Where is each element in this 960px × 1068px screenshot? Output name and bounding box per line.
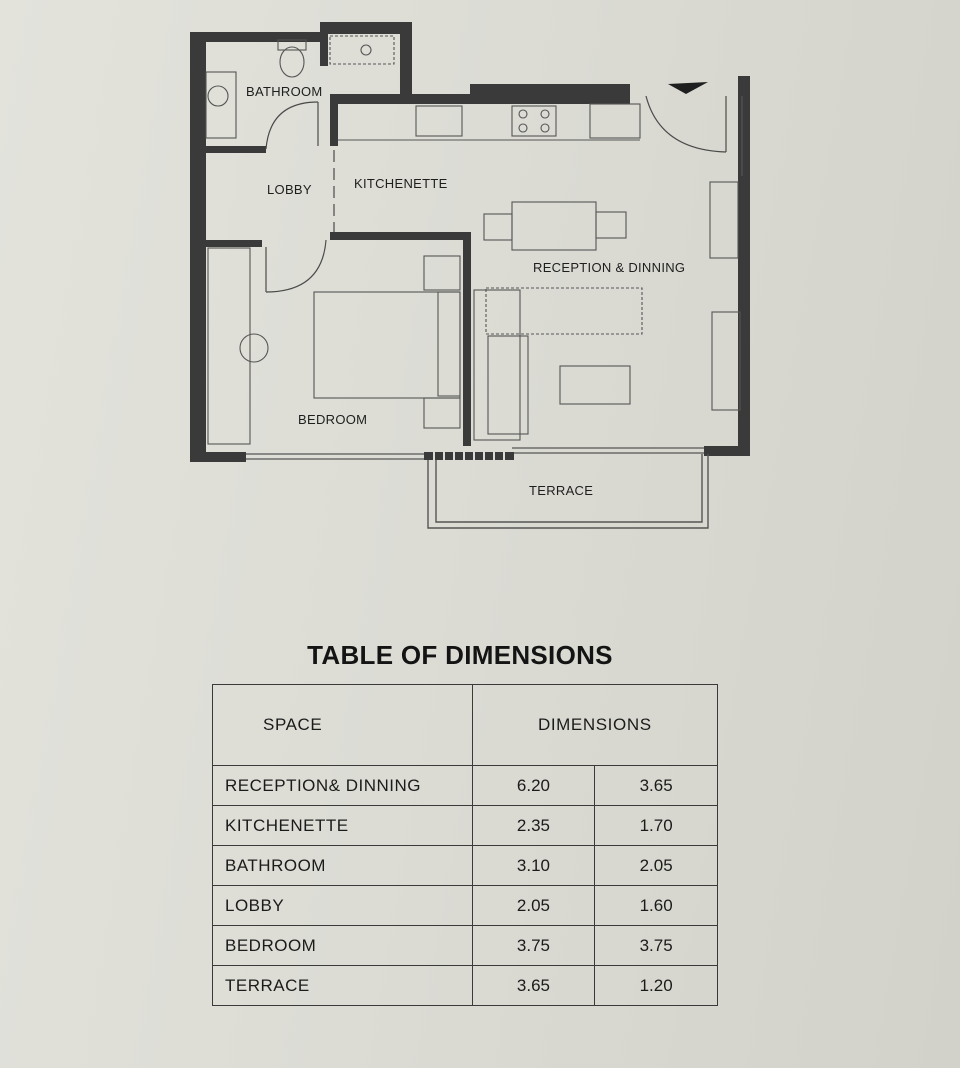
room-label-kitchenette: KITCHENETTE bbox=[354, 176, 448, 191]
table-row bbox=[213, 766, 718, 806]
wall-south-west bbox=[190, 452, 246, 462]
dining-table bbox=[512, 202, 596, 250]
cell-dim-2: 1.20 bbox=[595, 966, 718, 1006]
wall-shower-east bbox=[400, 22, 412, 102]
table-row bbox=[213, 846, 718, 886]
sofa-icon bbox=[474, 290, 520, 440]
cell-dim-1: 3.65 bbox=[472, 966, 595, 1006]
windows bbox=[246, 96, 742, 459]
table-row bbox=[213, 806, 718, 846]
bedroom-door-swing bbox=[266, 240, 326, 292]
wall-lobby-bedroom bbox=[206, 240, 262, 247]
bathroom-door-swing bbox=[266, 102, 318, 149]
dining-chair-right bbox=[596, 212, 626, 238]
room-label-lobby: LOBBY bbox=[267, 182, 312, 197]
entrance-door-swing bbox=[646, 96, 726, 152]
cell-dim-1: 6.20 bbox=[472, 766, 595, 806]
cell-space: KITCHENETTE bbox=[213, 806, 473, 846]
wall-bedroom-north bbox=[330, 232, 470, 240]
wall-kitchen-west-upper bbox=[330, 104, 338, 146]
table-row bbox=[213, 966, 718, 1006]
toilet-icon bbox=[280, 47, 304, 77]
header-space: SPACE bbox=[213, 685, 473, 766]
wall-north-shower bbox=[320, 22, 412, 34]
dining-chair-left bbox=[484, 214, 512, 240]
dimensions-table bbox=[212, 684, 718, 1006]
cell-dim-2: 1.60 bbox=[595, 886, 718, 926]
wall-bath-lobby bbox=[206, 146, 266, 153]
cell-space: RECEPTION& DINNING bbox=[213, 766, 473, 806]
hob-icon bbox=[512, 106, 556, 136]
cell-dim-1: 3.75 bbox=[472, 926, 595, 966]
kitchen-counter bbox=[338, 104, 640, 140]
cell-space: TERRACE bbox=[213, 966, 473, 1006]
room-label-reception: RECEPTION & DINNING bbox=[533, 260, 686, 275]
wall-south-east bbox=[704, 446, 750, 456]
header-dimensions: DIMENSIONS bbox=[472, 685, 717, 766]
nightstand-top bbox=[424, 256, 460, 290]
coffee-table bbox=[560, 366, 630, 404]
room-label-terrace: TERRACE bbox=[529, 483, 594, 498]
sofa-back bbox=[486, 288, 642, 334]
wall-north-kitchen-thick bbox=[470, 84, 630, 96]
table-title: TABLE OF DIMENSIONS bbox=[307, 640, 613, 670]
cell-dim-1: 3.10 bbox=[472, 846, 595, 886]
wall-bath-shower bbox=[320, 32, 328, 66]
room-label-bathroom: BATHROOM bbox=[246, 84, 323, 99]
entrance-arrow-icon bbox=[668, 82, 708, 94]
table-header-row bbox=[213, 685, 718, 766]
sofa-seat bbox=[488, 336, 528, 434]
sink-icon bbox=[416, 106, 462, 136]
cell-space: BEDROOM bbox=[213, 926, 473, 966]
wardrobe-icon bbox=[208, 248, 250, 444]
table-row bbox=[213, 886, 718, 926]
cell-dim-2: 2.05 bbox=[595, 846, 718, 886]
bed-pillows bbox=[438, 292, 460, 396]
armchair-icon bbox=[240, 334, 268, 362]
cell-dim-2: 1.70 bbox=[595, 806, 718, 846]
cell-space: LOBBY bbox=[213, 886, 473, 926]
table-row bbox=[213, 926, 718, 966]
terrace-door bbox=[424, 452, 514, 460]
cell-dim-1: 2.35 bbox=[472, 806, 595, 846]
wall-cabinet-upper bbox=[710, 182, 738, 258]
cell-dim-1: 2.05 bbox=[472, 886, 595, 926]
wall-bedroom-east bbox=[463, 232, 471, 446]
cell-space: BATHROOM bbox=[213, 846, 473, 886]
cell-dim-2: 3.75 bbox=[595, 926, 718, 966]
nightstand-bottom bbox=[424, 398, 460, 428]
room-label-bedroom: BEDROOM bbox=[298, 412, 368, 427]
shower-icon bbox=[361, 45, 371, 55]
tv-unit bbox=[712, 312, 740, 410]
washbasin-icon bbox=[208, 86, 228, 106]
living-furniture bbox=[474, 288, 642, 440]
cell-dim-2: 3.65 bbox=[595, 766, 718, 806]
fridge-icon bbox=[590, 104, 640, 138]
dining-furniture bbox=[484, 182, 740, 410]
wall-west bbox=[190, 32, 206, 462]
shower-tray bbox=[330, 36, 394, 64]
